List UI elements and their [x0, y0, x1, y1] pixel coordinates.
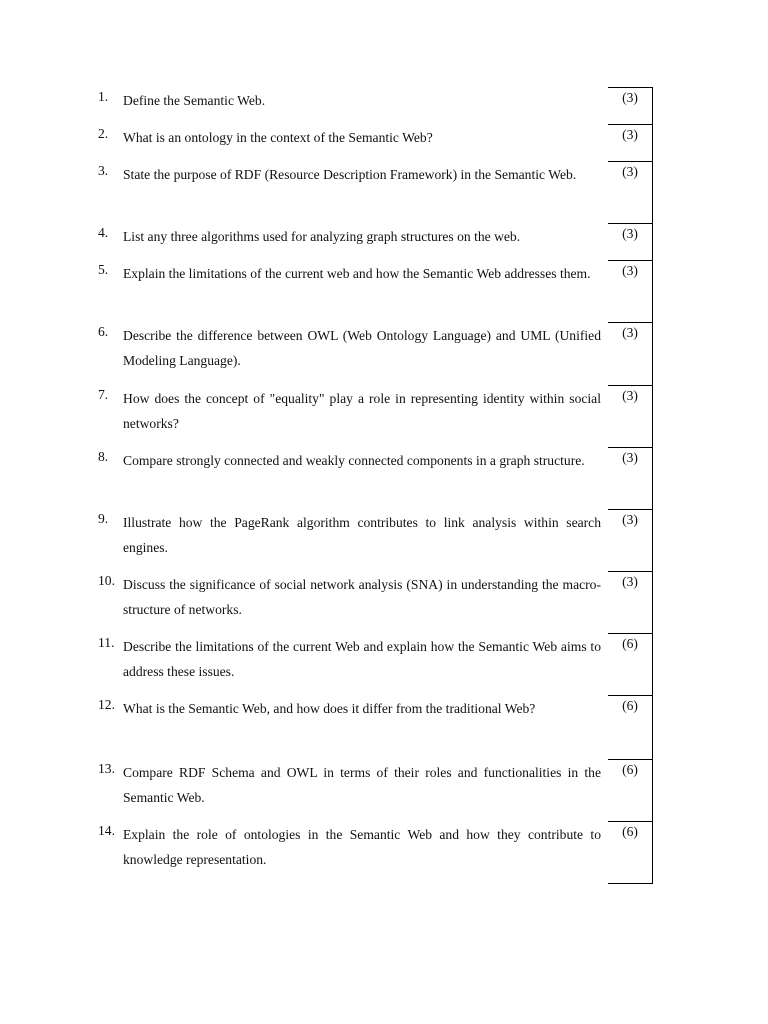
question-number: 14. — [98, 822, 115, 838]
question-number: 6. — [98, 323, 109, 339]
question-row — [98, 760, 653, 822]
question-row — [98, 88, 653, 125]
question-row — [98, 634, 653, 696]
question-text: How does the concept of "equality" play a role in representing identity within social networks? — [123, 390, 601, 431]
question-text: What is an ontology in the context of the Semantic Web? — [123, 129, 433, 145]
question-marks: (3) — [608, 510, 653, 572]
question-number: 3. — [98, 162, 109, 178]
question-table — [98, 87, 653, 884]
question-marks: (3) — [608, 386, 653, 448]
question-text: Describe the limitations of the current Web and explain how the Semantic Web aims to address these issues. — [123, 638, 601, 679]
question-text: List any three algorithms used for analyzing graph structures on the web. — [123, 228, 521, 244]
question-text: Explain the limitations of the current web and how the Semantic Web addresses them. — [123, 265, 591, 281]
question-marks: (3) — [608, 323, 653, 386]
question-number: 9. — [98, 510, 109, 526]
question-marks: (3) — [608, 162, 653, 224]
question-row — [98, 386, 653, 448]
question-text: Compare strongly connected and weakly connected components in a graph structure. — [123, 452, 585, 468]
question-marks: (6) — [608, 822, 653, 884]
question-marks: (3) — [608, 88, 653, 125]
question-number: 4. — [98, 224, 109, 240]
question-row — [98, 572, 653, 634]
question-marks: (3) — [608, 125, 653, 162]
question-row — [98, 510, 653, 572]
question-marks: (6) — [608, 760, 653, 822]
question-marks: (3) — [608, 572, 653, 634]
question-row — [98, 162, 653, 224]
question-text: What is the Semantic Web, and how does it differ from the traditional Web? — [123, 700, 536, 716]
question-text: Describe the difference between OWL (Web Ontology Language) and UML (Unified Modeling Language). — [123, 327, 601, 368]
question-text: Discuss the significance of social network analysis (SNA) in understanding the macro-structure of networks. — [123, 576, 601, 617]
question-marks: (3) — [608, 448, 653, 510]
question-row — [98, 696, 653, 760]
question-row — [98, 323, 653, 386]
question-row — [98, 224, 653, 261]
question-row — [98, 822, 653, 884]
question-number: 13. — [98, 760, 115, 776]
question-row — [98, 125, 653, 162]
question-text: Explain the role of ontologies in the Semantic Web and how they contribute to knowledge representation. — [123, 826, 601, 867]
question-number: 11. — [98, 634, 115, 650]
question-number: 1. — [98, 88, 109, 104]
question-number: 7. — [98, 386, 109, 402]
question-text: Define the Semantic Web. — [123, 92, 266, 108]
question-text: Compare RDF Schema and OWL in terms of their roles and functionalities in the Semantic Web. — [123, 764, 601, 805]
question-marks: (3) — [608, 224, 653, 261]
question-number: 2. — [98, 125, 109, 141]
question-number: 5. — [98, 261, 109, 277]
question-marks: (3) — [608, 261, 653, 323]
question-marks: (6) — [608, 696, 653, 760]
question-number: 12. — [98, 696, 115, 712]
question-number: 8. — [98, 448, 109, 464]
question-text: Illustrate how the PageRank algorithm contributes to link analysis within search engines. — [123, 514, 601, 555]
question-text: State the purpose of RDF (Resource Description Framework) in the Semantic Web. — [123, 166, 577, 182]
question-marks: (6) — [608, 634, 653, 696]
question-row — [98, 448, 653, 510]
question-row — [98, 261, 653, 323]
question-number: 10. — [98, 572, 115, 588]
